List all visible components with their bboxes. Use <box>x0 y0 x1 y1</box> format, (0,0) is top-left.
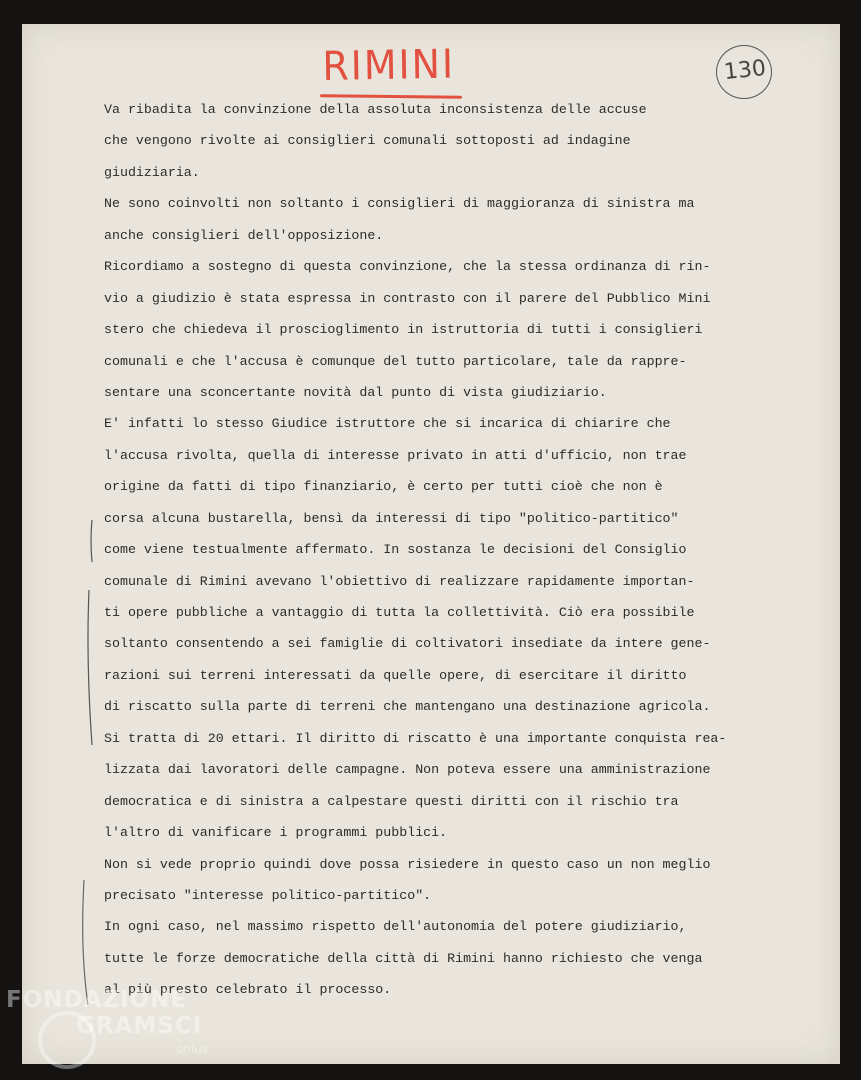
text-line: Ricordiamo a sostegno di questa convinzione, che la stessa ordinanza di rin- <box>104 259 711 275</box>
text-line: al più presto celebrato il processo. <box>104 982 392 998</box>
text-line: l'accusa rivolta, quella di interesse privato in atti d'ufficio, non trae <box>104 447 687 463</box>
text-line: ti opere pubbliche a vantaggio di tutta la collettività. Ciò era possibile <box>104 605 695 620</box>
margin-mark-2 <box>88 590 92 745</box>
text-line: stero che chiedeva il proscioglimento in istruttoria di tutti i consiglieri <box>104 322 703 338</box>
text-line: come viene testualmente affermato. In sostanza le decisioni del Consiglio <box>104 542 687 558</box>
watermark-line-2: GRAMSCI <box>76 1013 203 1039</box>
text-line: precisato "interesse politico-partitico". <box>104 887 432 903</box>
text-line: che vengono rivolte ai consiglieri comunali sottoposti ad indagine <box>104 133 631 149</box>
text-line: tutte le forze democratiche della città di Rimini hanno richiesto che venga <box>104 950 703 966</box>
text-line: giudiziaria. <box>104 164 200 180</box>
text-line: l'altro di vanificare i programmi pubblici. <box>104 825 448 841</box>
text-line: corsa alcuna bustarella, bensì da interessi di tipo "politico-partitico" <box>104 510 679 526</box>
text-line: vio a giudizio è stata espressa in contrasto con il parere del Pubblico Mini <box>104 290 711 306</box>
page-number: 130 <box>722 55 768 86</box>
text-line: Ne sono coinvolti non soltanto i consiglieri di maggioranza di sinistra ma <box>104 196 695 212</box>
text-line: di riscatto sulla parte di terreni che mantengano una destinazione agricola. <box>104 699 711 715</box>
typed-text-body <box>104 100 744 1012</box>
text-line: razioni sui terreni interessati da quelle opere, di esercitare il diritto <box>104 667 687 683</box>
text-line: Si tratta di 20 ettari. Il diritto di riscatto è una importante conquista rea- <box>104 730 727 746</box>
text-line: sentare una sconcertante novità dal punto di vista giudiziario. <box>104 384 607 400</box>
text-line: comunale di Rimini avevano l'obiettivo di realizzare rapidamente importan- <box>104 573 695 589</box>
text-line: Va ribadita la convinzione della assoluta inconsistenza delle accuse <box>104 102 647 117</box>
text-line: lizzata dai lavoratori delle campagne. Non poteva essere una amministrazione <box>104 762 711 778</box>
margin-mark-1 <box>91 520 92 562</box>
text-line: anche consiglieri dell'opposizione. <box>104 227 384 243</box>
text-line: In ogni caso, nel massimo rispetto dell'autonomia del potere giudiziario, <box>104 919 687 935</box>
margin-pencil-marks <box>76 520 106 1010</box>
handwritten-title: RIMINI <box>322 41 456 90</box>
fondazione-gramsci-watermark <box>6 985 236 1075</box>
text-line: comunali e che l'accusa è comunque del tutto particolare, tale da rappre- <box>104 353 687 369</box>
watermark-line-1: FONDAZIONE <box>6 987 188 1013</box>
text-line: Non si vede proprio quindi dove possa risiedere in questo caso un non meglio <box>104 856 711 872</box>
watermark-line-3: onlus <box>176 1042 209 1056</box>
text-line: E' infatti lo stesso Giudice istruttore che si incarica di chiarire che <box>104 416 671 432</box>
text-line: democratica e di sinistra a calpestare questi diritti con il rischio tra <box>104 793 679 809</box>
text-line: soltanto consentendo a sei famiglie di coltivatori insediate da intere gene- <box>104 636 711 652</box>
text-line: origine da fatti di tipo finanziario, è certo per tutti cioè che non è <box>104 479 663 495</box>
